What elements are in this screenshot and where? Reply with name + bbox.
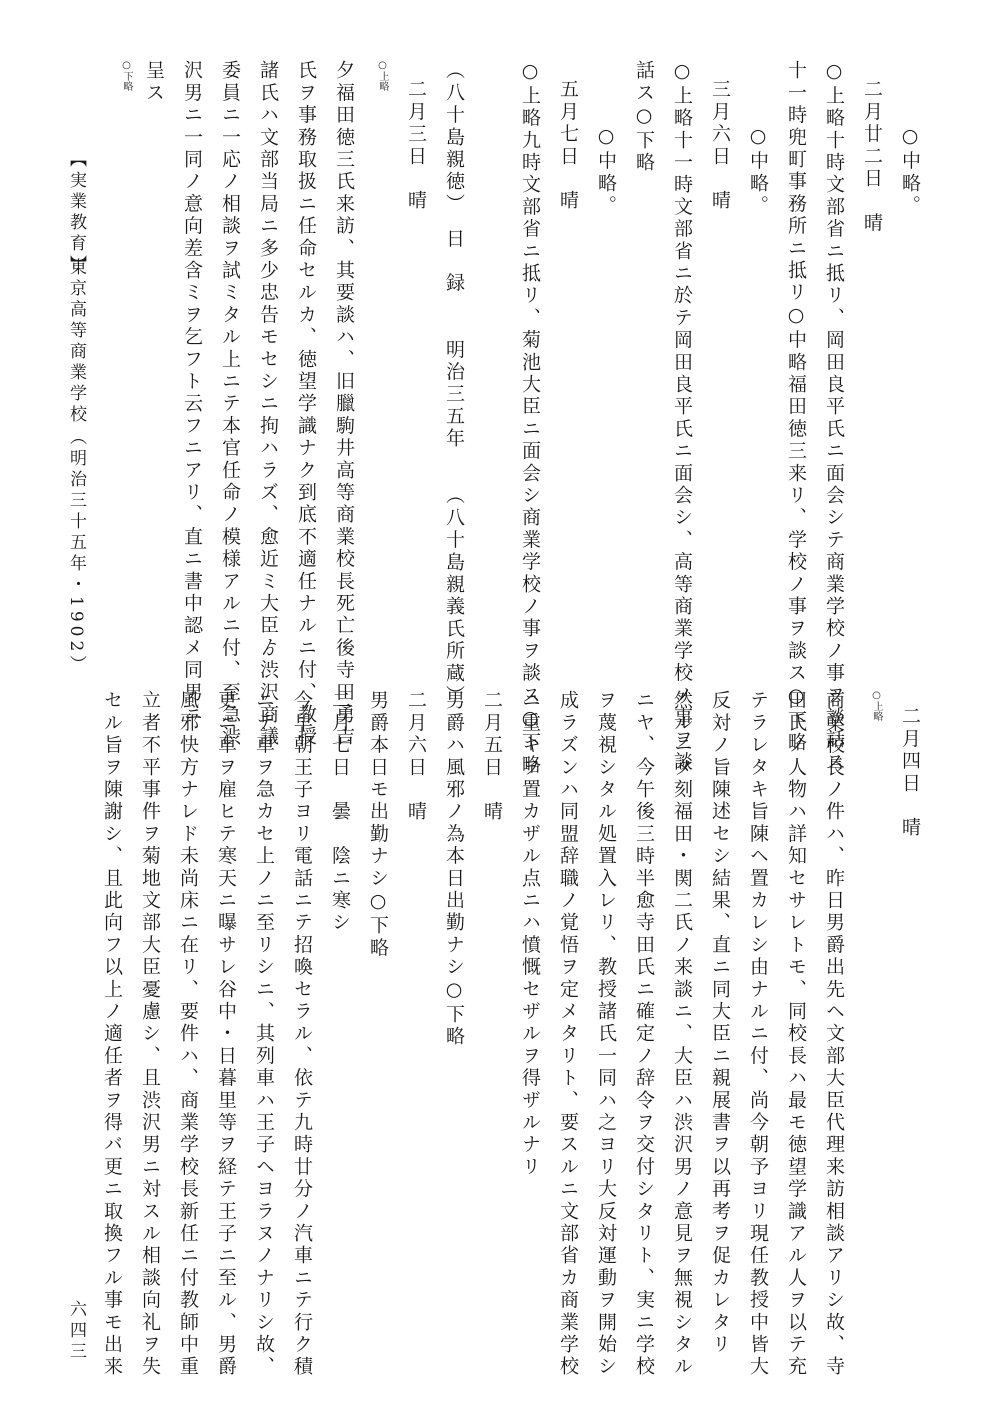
text-column: ヲ蔑視シタル処置入レリ、教授諸氏一同ハ之ヨリ大反対運動ヲ開始シ [595, 690, 617, 1379]
category-label: 【実業教育】 [66, 150, 86, 276]
text-column: 二月四日 晴 [899, 706, 921, 840]
text-column: 田氏ノ人物ハ詳知セサレトモ、同校長ハ最モ徳望学識アル人ヲ以テ充 [785, 690, 807, 1379]
text-column: ○中略。 [899, 103, 921, 217]
text-column: ○上略九時文部省ニ抵リ、菊池大臣ニ面会シ商業学校ノ事ヲ談ス○下略 [519, 60, 541, 777]
text-column: ニテ車ヲ急カセ上ノニ至リシニ、其列車ハ王子ヘヨラヌノナリシ故、 [253, 690, 275, 1379]
text-column: 反対ノ旨陳述セシ結果、直ニ同大臣ニ親展書ヲ以再考ヲ促カレタリ [709, 690, 731, 1356]
text-column: 今早朝王子ヨリ電話ニテ招喚セラル、依テ九時廿分ノ汽車ニテ行ク積 [291, 690, 313, 1379]
text-column: ○上略十一時文部省ニ於テ岡田良平氏ニ面会シ、高等商業学校ノ事ヲ談 [671, 60, 693, 774]
text-column: 夕福田徳三氏来訪、其要談ハ、旧臘駒井高等商業校長死亡後寺田勇吉 [333, 60, 355, 749]
text-column: 商業校長ノ件ハ、昨日男爵出先ヘ文部大臣代理来訪相談アリシ故、寺 [823, 690, 845, 1379]
text-column: 五月七日 晴 [557, 79, 579, 213]
text-column: 男爵ハ風邪ノ為本日出勤ナシ○下略 [443, 690, 465, 1049]
text-column: 男爵本日モ出勤ナシ○下略 [367, 690, 389, 960]
text-column: ○中略。 [747, 103, 769, 217]
omission-mark: ○上略 [871, 690, 882, 721]
text-column: 委員ニ一応ノ相談ヲ試ミタル上ニテ本官任命ノ模様アルニ付、至急渋 [219, 60, 241, 749]
text-column: 沢男ニ一同ノ意向差含ミヲ乞フト云フニアリ、直ニ書中認メ同男ニ [181, 60, 203, 726]
text-column: ニ重キヲ置カザル点ニハ憤慨セザルヲ得ザルナリ [519, 690, 541, 1179]
text-column: 話ス○下略 [633, 60, 655, 174]
text-column: ○中略。 [595, 103, 617, 217]
omission-mark: ○下略 [121, 60, 132, 91]
text-column: 風邪快方ナレド未尚床ニ在リ、要件ハ、商業学校長新任ニ付教師中重 [177, 690, 199, 1379]
omission-mark: ○上略 [377, 60, 388, 91]
text-column: 二月五日 晴 [481, 690, 503, 824]
text-column: 立者不平事件ヲ菊地文部大臣憂慮シ、且渋沢男ニ対スル相談向礼ヲ失 [139, 690, 161, 1379]
text-column: 二月三日 晴 [405, 79, 427, 213]
text-column: 二月七日 曇 陰ニ寒シ [329, 690, 351, 935]
text-column: ニヤ、今午後三時半愈寺田氏ニ確定ノ辞令ヲ交付シタリト、実ニ学校 [633, 690, 655, 1379]
text-column: 呈ス [143, 60, 165, 105]
page-number: 六四三 [66, 1300, 86, 1363]
text-column: ○上略十時文部省ニ抵リ、岡田良平氏ニ面会シテ商業学校ノ事ヲ談話ス [823, 60, 845, 774]
era-label: （明治三十五年・1902） [66, 428, 86, 677]
diary-heading: （八十島親徳） 日 録 明治三五年 （八十島親義氏所蔵） [443, 60, 465, 707]
text-column: 十一時兜町事務所ニ抵リ○中略福田徳三来リ、学校ノ事ヲ談ス○下略 [785, 60, 807, 755]
text-column: 氏ヲ事務取扱ニ任命セルカ、徳望学識ナク到底不適任ナルニ付、教授 [295, 60, 317, 749]
text-column: 諸氏ハ文部当局ニ多少忠告モセシニ拘ハラズ、愈近ミ大臣ゟ渋沢商議 [257, 60, 279, 749]
text-column: 然ルニタ刻福田・関二氏ノ来談ニ、大臣ハ渋沢男ノ意見ヲ無視シタル [671, 690, 693, 1379]
text-column: 更ニ車ヲ雇ヒテ寒天ニ曝サレ谷中・日暮里等ヲ経テ王子ニ至ル、男爵 [215, 690, 237, 1379]
text-column: 三月六日 晴 [709, 79, 731, 213]
text-column: 二月廿二日 晴 [861, 79, 883, 235]
text-column: 二月六日 晴 [405, 690, 427, 824]
text-column: テラレタキ旨陳ヘ置カレシ由ナルニ付、尚今朝予ヨリ現任教授中皆大 [747, 690, 769, 1379]
text-column: セル旨ヲ陳謝シ、且此向フ以上ノ適任者ヲ得バ更ニ取換フル事モ出来 [101, 690, 123, 1379]
text-column: 成ラズンハ同盟辞職ノ覚悟ヲ定メタリト、要スルニ文部省カ商業学校 [557, 690, 579, 1379]
school-name: 東京高等商業学校 [66, 258, 86, 426]
